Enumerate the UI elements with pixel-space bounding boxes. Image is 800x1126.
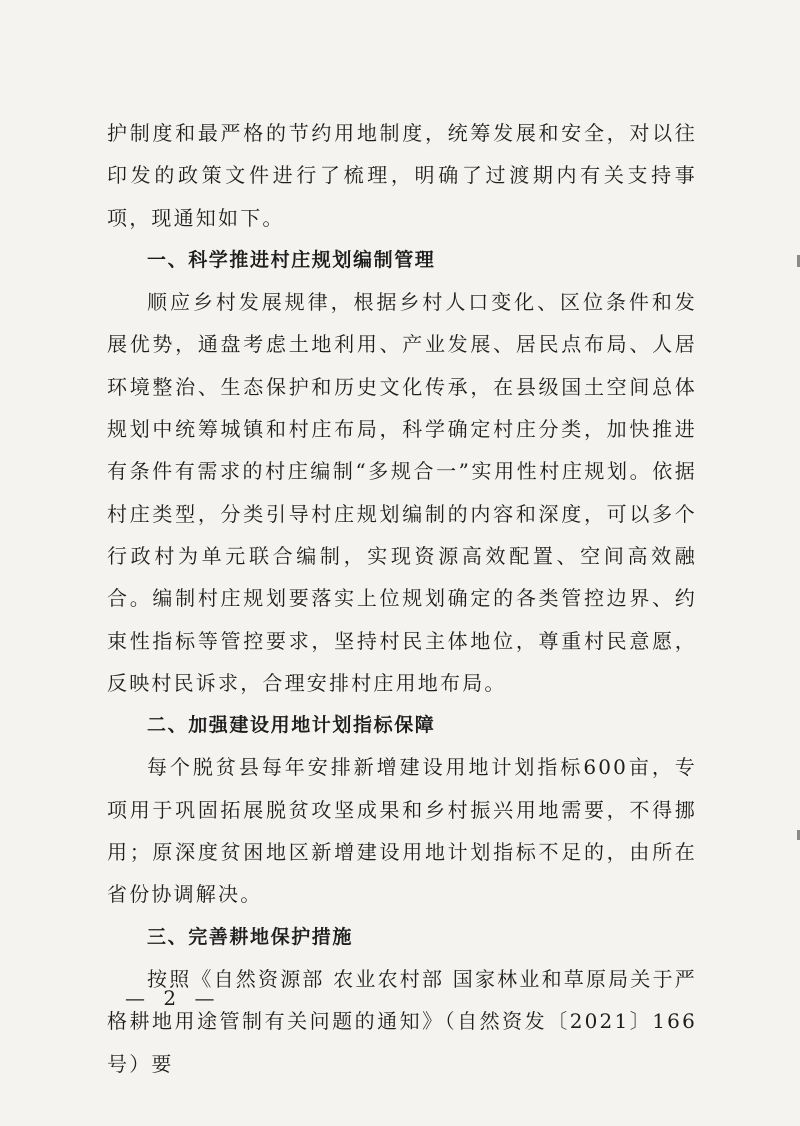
section-heading-1: 一、科学推进村庄规划编制管理 [147, 248, 436, 271]
paragraph-section-1: 顺应乡村发展规律，根据乡村人口变化、区位条件和发展优势，通盘考虑土地利用、产业发展、居民点布局、人居环境整治、生态保护和历史文化传承，在县级国土空间总体规划中统筹城镇和村庄布局，科学确定村庄分类，加快推进有条件有需求的村庄编制“多规合一”实用性村庄规划。依据村庄类型，分类引导村庄规划编制的内容和深度，可以多个行政村为单元联合编制，实现资源高效配置、空间高效融合。编制村庄规划要落实上位规划确定的各类管控边界、约束性指标等管控要求，坚持村民主体地位，尊重村民意愿，反映村民诉求，合理安排村庄用地布局。 [107, 290, 697, 695]
section-heading-3: 三、完善耕地保护措施 [147, 925, 354, 948]
document-body [107, 112, 697, 1085]
paragraph-section-2: 每个脱贫县每年安排新增建设用地计划指标600亩，专项用于巩固拓展脱贫攻坚成果和乡村振兴用地需要，不得挪用；原深度贫困地区新增建设用地计划指标不足的，由所在省份协调解决。 [107, 755, 697, 907]
paragraph-section-3: 按照《自然资源部 农业农村部 国家林业和草原局关于严格耕地用途管制有关问题的通知》（自然资发〔2021〕166号）要 [107, 966, 697, 1076]
page-number: — 2 — [125, 986, 221, 1010]
paragraph-continuation: 护制度和最严格的节约用地制度，统筹发展和安全，对以往印发的政策文件进行了梳理，明确了过渡期内有关支持事项，现通知如下。 [107, 121, 697, 230]
section-heading-2: 二、加强建设用地计划指标保障 [147, 714, 436, 737]
